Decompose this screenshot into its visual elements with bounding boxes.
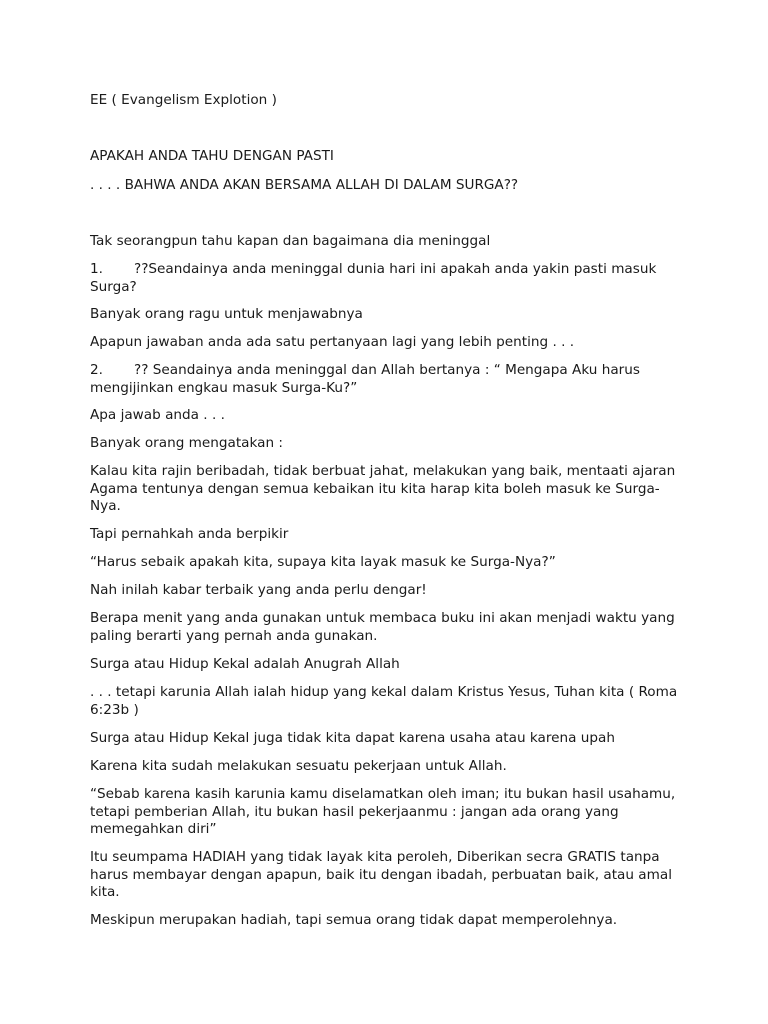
document-heading: EE ( Evangelism Explotion ) bbox=[90, 92, 277, 108]
paragraph: Apa jawab anda . . . bbox=[90, 407, 225, 423]
paragraph: Itu seumpama HADIAH yang tidak layak kita peroleh, Diberikan secra GRATIS tanpa harus membayar dengan apapun, baik itu dengan ibadah, perbuatan baik, atau amal kita. bbox=[90, 849, 672, 900]
paragraph-text: ?? Seandainya anda meninggal dan Allah bertanya : “ Mengapa Aku harus mengijinkan engkau masuk Surga-Ku?” bbox=[90, 362, 640, 396]
question-line-1: APAKAH ANDA TAHU DENGAN PASTI bbox=[90, 148, 334, 164]
paragraph: Berapa menit yang anda gunakan untuk membaca buku ini akan menjadi waktu yang paling berarti yang pernah anda gunakan. bbox=[90, 610, 675, 644]
paragraph: Kalau kita rajin beribadah, tidak berbuat jahat, melakukan yang baik, mentaati ajaran Agama tentunya dengan semua kebaikan itu kita harap kita boleh masuk ke Surga-Nya. bbox=[90, 463, 676, 514]
paragraph-text: ??Seandainya anda meninggal dunia hari ini apakah anda yakin pasti masuk Surga? bbox=[90, 261, 657, 295]
paragraph: “Sebab karena kasih karunia kamu diselamatkan oleh iman; itu bukan hasil usahamu, tetapi pemberian Allah, itu bukan hasil pekerjaanmu : jangan ada orang yang memegahkan diri” bbox=[90, 786, 676, 837]
paragraph: Tak seorangpun tahu kapan dan bagaimana dia meninggal bbox=[90, 233, 491, 249]
paragraph: Surga atau Hidup Kekal adalah Anugrah Allah bbox=[90, 656, 400, 672]
numbered-paragraph-1 bbox=[90, 261, 680, 296]
paragraph: Nah inilah kabar terbaik yang anda perlu dengar! bbox=[90, 582, 427, 598]
paragraph: . . . tetapi karunia Allah ialah hidup yang kekal dalam Kristus Yesus, Tuhan kita ( Roma 6:23b ) bbox=[90, 684, 678, 718]
paragraph: “Harus sebaik apakah kita, supaya kita layak masuk ke Surga-Nya?” bbox=[90, 554, 556, 570]
numbered-paragraph-2 bbox=[90, 362, 680, 397]
list-number: 2. bbox=[90, 362, 103, 378]
paragraph: Surga atau Hidup Kekal juga tidak kita dapat karena usaha atau karena upah bbox=[90, 730, 615, 746]
question-line-2: . . . . BAHWA ANDA AKAN BERSAMA ALLAH DI DALAM SURGA?? bbox=[90, 177, 519, 193]
paragraph: Banyak orang ragu untuk menjawabnya bbox=[90, 306, 363, 322]
paragraph: Meskipun merupakan hadiah, tapi semua orang tidak dapat memperolehnya. bbox=[90, 912, 618, 928]
paragraph: Apapun jawaban anda ada satu pertanyaan lagi yang lebih penting . . . bbox=[90, 334, 575, 350]
paragraph: Karena kita sudah melakukan sesuatu pekerjaan untuk Allah. bbox=[90, 758, 507, 774]
list-number: 1. bbox=[90, 261, 103, 277]
paragraph: Tapi pernahkah anda berpikir bbox=[90, 526, 289, 542]
paragraph: Banyak orang mengatakan : bbox=[90, 435, 283, 451]
